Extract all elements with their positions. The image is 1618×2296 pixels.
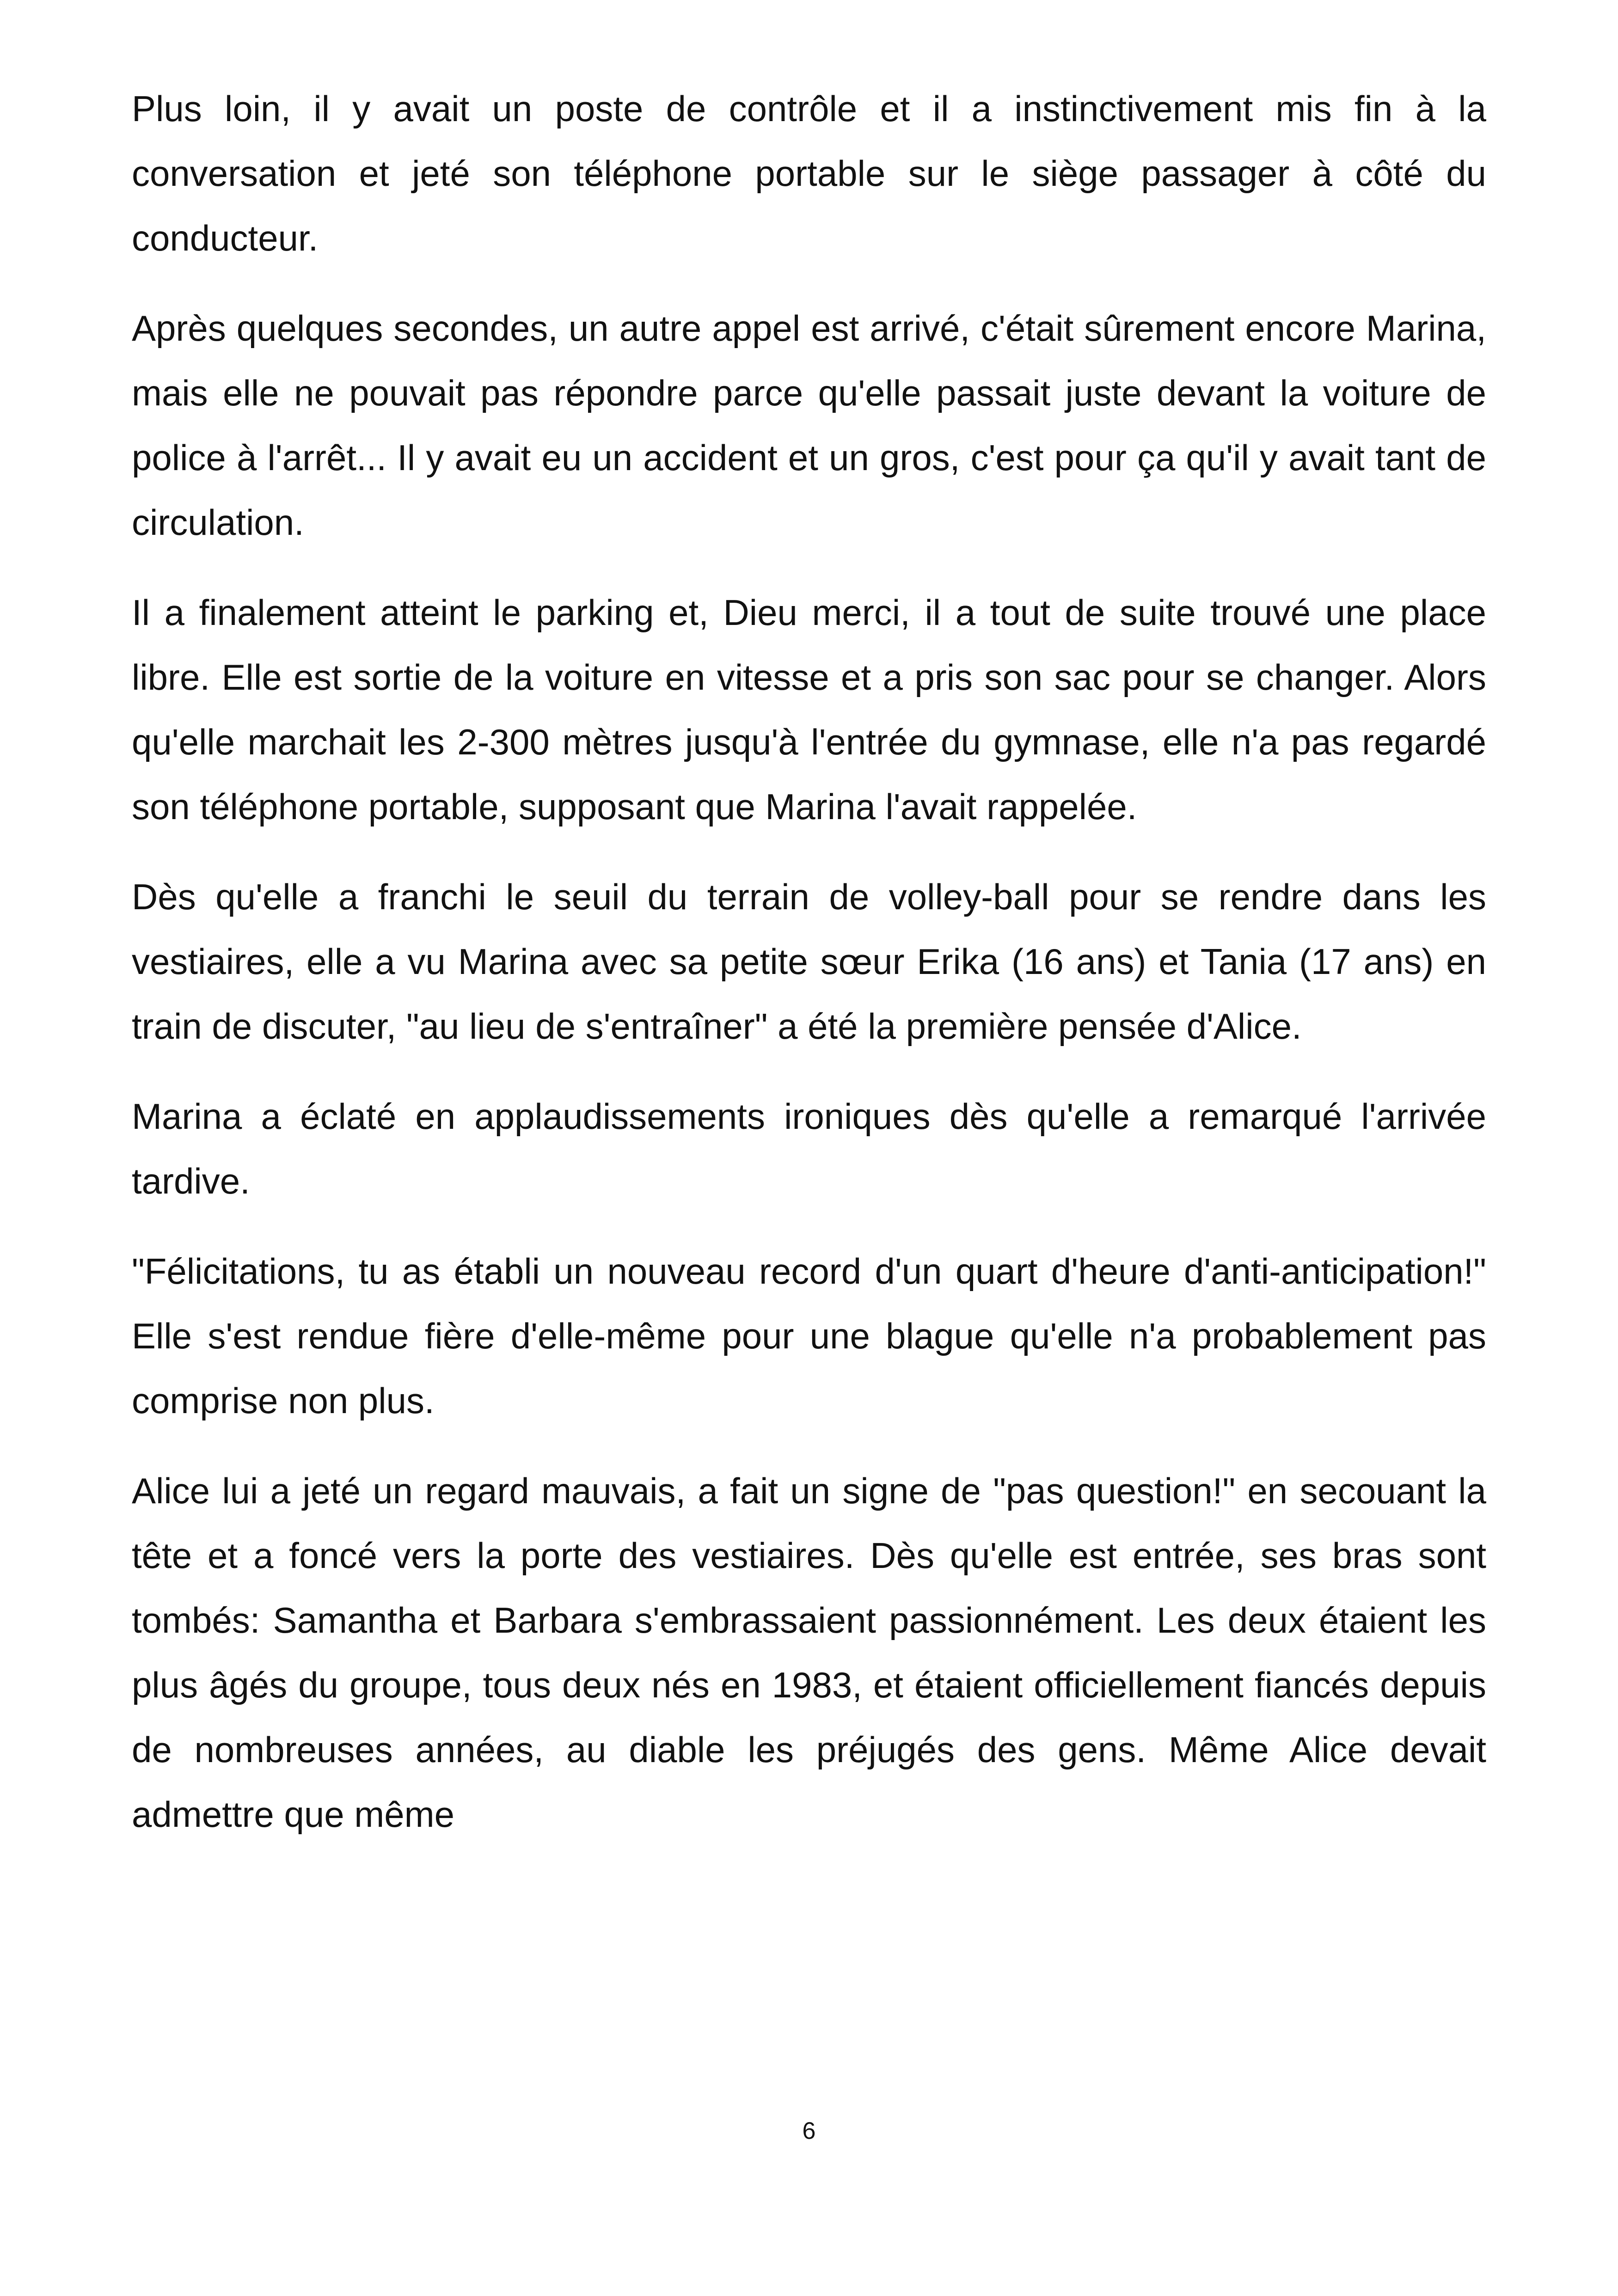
body-text xyxy=(132,76,1486,1872)
paragraph: "Félicitations, tu as établi un nouveau record d'un quart d'heure d'anti-anticipation!" Elle s'est rendue fière d'elle-même pour une blague qu'elle n'a probablement pas comprise non plus. xyxy=(132,1251,1486,1421)
paragraph: Alice lui a jeté un regard mauvais, a fait un signe de "pas question!" en secouant la tête et a foncé vers la porte des vestiaires. Dès qu'elle est entrée, ses bras sont tombés: Samantha et Barbara s'embrassaient passionnément. Les deux étaient les plus âgés du groupe, tous deux nés en 1983, et étaient officiellement fiancés depuis de nombreuses années, au diable les préjugés des gens. Même Alice devait admettre que même xyxy=(132,1470,1486,1835)
paragraph: Marina a éclaté en applaudissements ironiques dès qu'elle a remarqué l'arrivée tardive. xyxy=(132,1096,1486,1201)
paragraph: Il a finalement atteint le parking et, Dieu merci, il a tout de suite trouvé une place libre. Elle est sortie de la voiture en vitesse et a pris son sac pour se changer. Alors qu'elle marchait les 2-300 mètres jusqu'à l'entrée du gymnase, elle n'a pas regardé son téléphone portable, supposant que Marina l'avait rappelée. xyxy=(132,592,1486,827)
paragraph: Plus loin, il y avait un poste de contrôle et il a instinctivement mis fin à la conversation et jeté son téléphone portable sur le siège passager à côté du conducteur. xyxy=(132,88,1486,258)
paragraph: Dès qu'elle a franchi le seuil du terrain de volley-ball pour se rendre dans les vestiaires, elle a vu Marina avec sa petite sœur Erika (16 ans) et Tania (17 ans) en train de discuter, "au lieu de s'entraîner" a été la première pensée d'Alice. xyxy=(132,876,1486,1047)
paragraph: Après quelques secondes, un autre appel est arrivé, c'était sûrement encore Marina, mais elle ne pouvait pas répondre parce qu'elle passait juste devant la voiture de police à l'arrêt... Il y avait eu un accident et un gros, c'est pour ça qu'il y avait tant de circulation. xyxy=(132,308,1486,543)
page-number: 6 xyxy=(802,2118,816,2144)
